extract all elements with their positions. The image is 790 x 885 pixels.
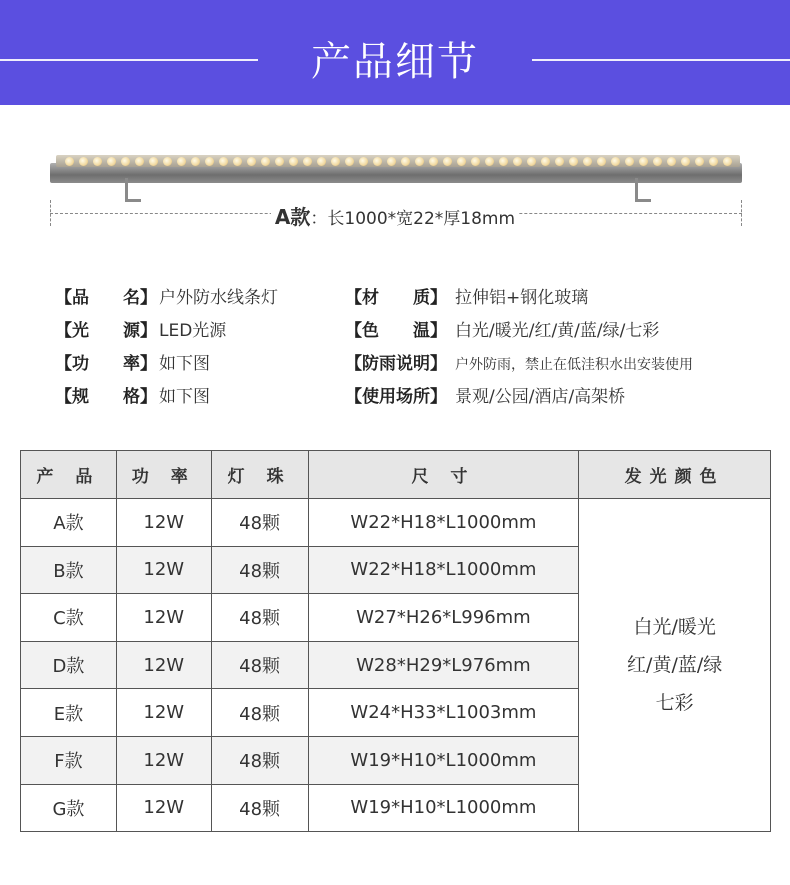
led-bead (709, 157, 718, 166)
led-bead (387, 157, 396, 166)
led-bead (597, 157, 606, 166)
spec-light-source: 【光 源】 LED光源 (55, 321, 227, 341)
led-bead (639, 157, 648, 166)
led-bead (261, 157, 270, 166)
led-bead (457, 157, 466, 166)
led-bead (513, 157, 522, 166)
led-bead (499, 157, 508, 166)
banner-divider-right (532, 59, 790, 61)
header-power: 功 率 (116, 451, 211, 499)
led-bead (149, 157, 158, 166)
led-bead (471, 157, 480, 166)
led-bead (723, 157, 732, 166)
led-bead (289, 157, 298, 166)
spec-color-temp: 【色 温】 白光/暖光/红/黄/蓝/绿/七彩 (345, 321, 660, 341)
led-bead (121, 157, 130, 166)
led-bead (555, 157, 564, 166)
table-row: A款 12W 48颗 W22*H18*L1000mm 白光/暖光 红/黄/蓝/绿 七彩 (21, 499, 771, 547)
header-product: 产 品 (21, 451, 117, 499)
color-options-cell: 白光/暖光 红/黄/蓝/绿 七彩 (579, 499, 771, 832)
led-bead (429, 157, 438, 166)
header-leds: 灯 珠 (211, 451, 308, 499)
led-bead (667, 157, 676, 166)
led-bead (625, 157, 634, 166)
led-bead (219, 157, 228, 166)
led-bead (205, 157, 214, 166)
led-bead (247, 157, 256, 166)
spec-material: 【材 质】 拉伸铝+钢化玻璃 (345, 288, 589, 308)
table-row: G款 12W 48颗 W19*H10*L1000mm (21, 784, 771, 832)
header-colors: 发光颜色 (579, 451, 771, 499)
table-row: C款 12W 48颗 W27*H26*L996mm (21, 594, 771, 642)
led-bead (191, 157, 200, 166)
led-bead (415, 157, 424, 166)
led-bead (443, 157, 452, 166)
led-bead (681, 157, 690, 166)
section-title: 产品细节 (311, 39, 479, 85)
spec-table (20, 450, 771, 832)
header-banner (0, 0, 790, 105)
led-bead (527, 157, 536, 166)
led-bead (345, 157, 354, 166)
led-bead (233, 157, 242, 166)
led-bead (107, 157, 116, 166)
table-header-row (21, 451, 771, 499)
led-bead (583, 157, 592, 166)
spec-usage: 【使用场所】 景观/公园/酒店/高架桥 (345, 387, 626, 407)
led-bead (65, 157, 74, 166)
spec-name: 【品 名】 户外防水线条灯 (55, 288, 278, 308)
led-bead (79, 157, 88, 166)
led-bead (177, 157, 186, 166)
dimension-model: A款 (274, 205, 311, 229)
led-bead (359, 157, 368, 166)
led-bead (569, 157, 578, 166)
led-bead (695, 157, 704, 166)
led-bead (541, 157, 550, 166)
led-bead (317, 157, 326, 166)
table-row: D款 12W 48颗 W28*H29*L976mm (21, 641, 771, 689)
table-row: B款 12W 48颗 W22*H18*L1000mm (21, 546, 771, 594)
led-bead (93, 157, 102, 166)
spec-size: 【规 格】 如下图 (55, 387, 210, 407)
led-bead (401, 157, 410, 166)
table-row: E款 12W 48颗 W24*H33*L1003mm (21, 689, 771, 737)
led-bead (135, 157, 144, 166)
table-row: F款 12W 48颗 W19*H10*L1000mm (21, 736, 771, 784)
mount-bracket-right (635, 178, 651, 202)
led-bead (373, 157, 382, 166)
led-bead (653, 157, 662, 166)
led-bead (275, 157, 284, 166)
spec-rain-note: 【防雨说明】 户外防雨，禁止在低洼积水出安装使用 (345, 354, 693, 374)
spec-power: 【功 率】 如下图 (55, 354, 210, 374)
led-bead (331, 157, 340, 166)
led-bead (163, 157, 172, 166)
header-dimensions: 尺 寸 (308, 451, 579, 499)
mount-bracket-left (125, 178, 141, 202)
dimension-text: ：长1000*宽22*厚18mm (310, 209, 516, 229)
dimension-label (0, 201, 790, 230)
led-bead (611, 157, 620, 166)
led-bead (303, 157, 312, 166)
light-bar-leds (56, 155, 740, 167)
led-bead (485, 157, 494, 166)
